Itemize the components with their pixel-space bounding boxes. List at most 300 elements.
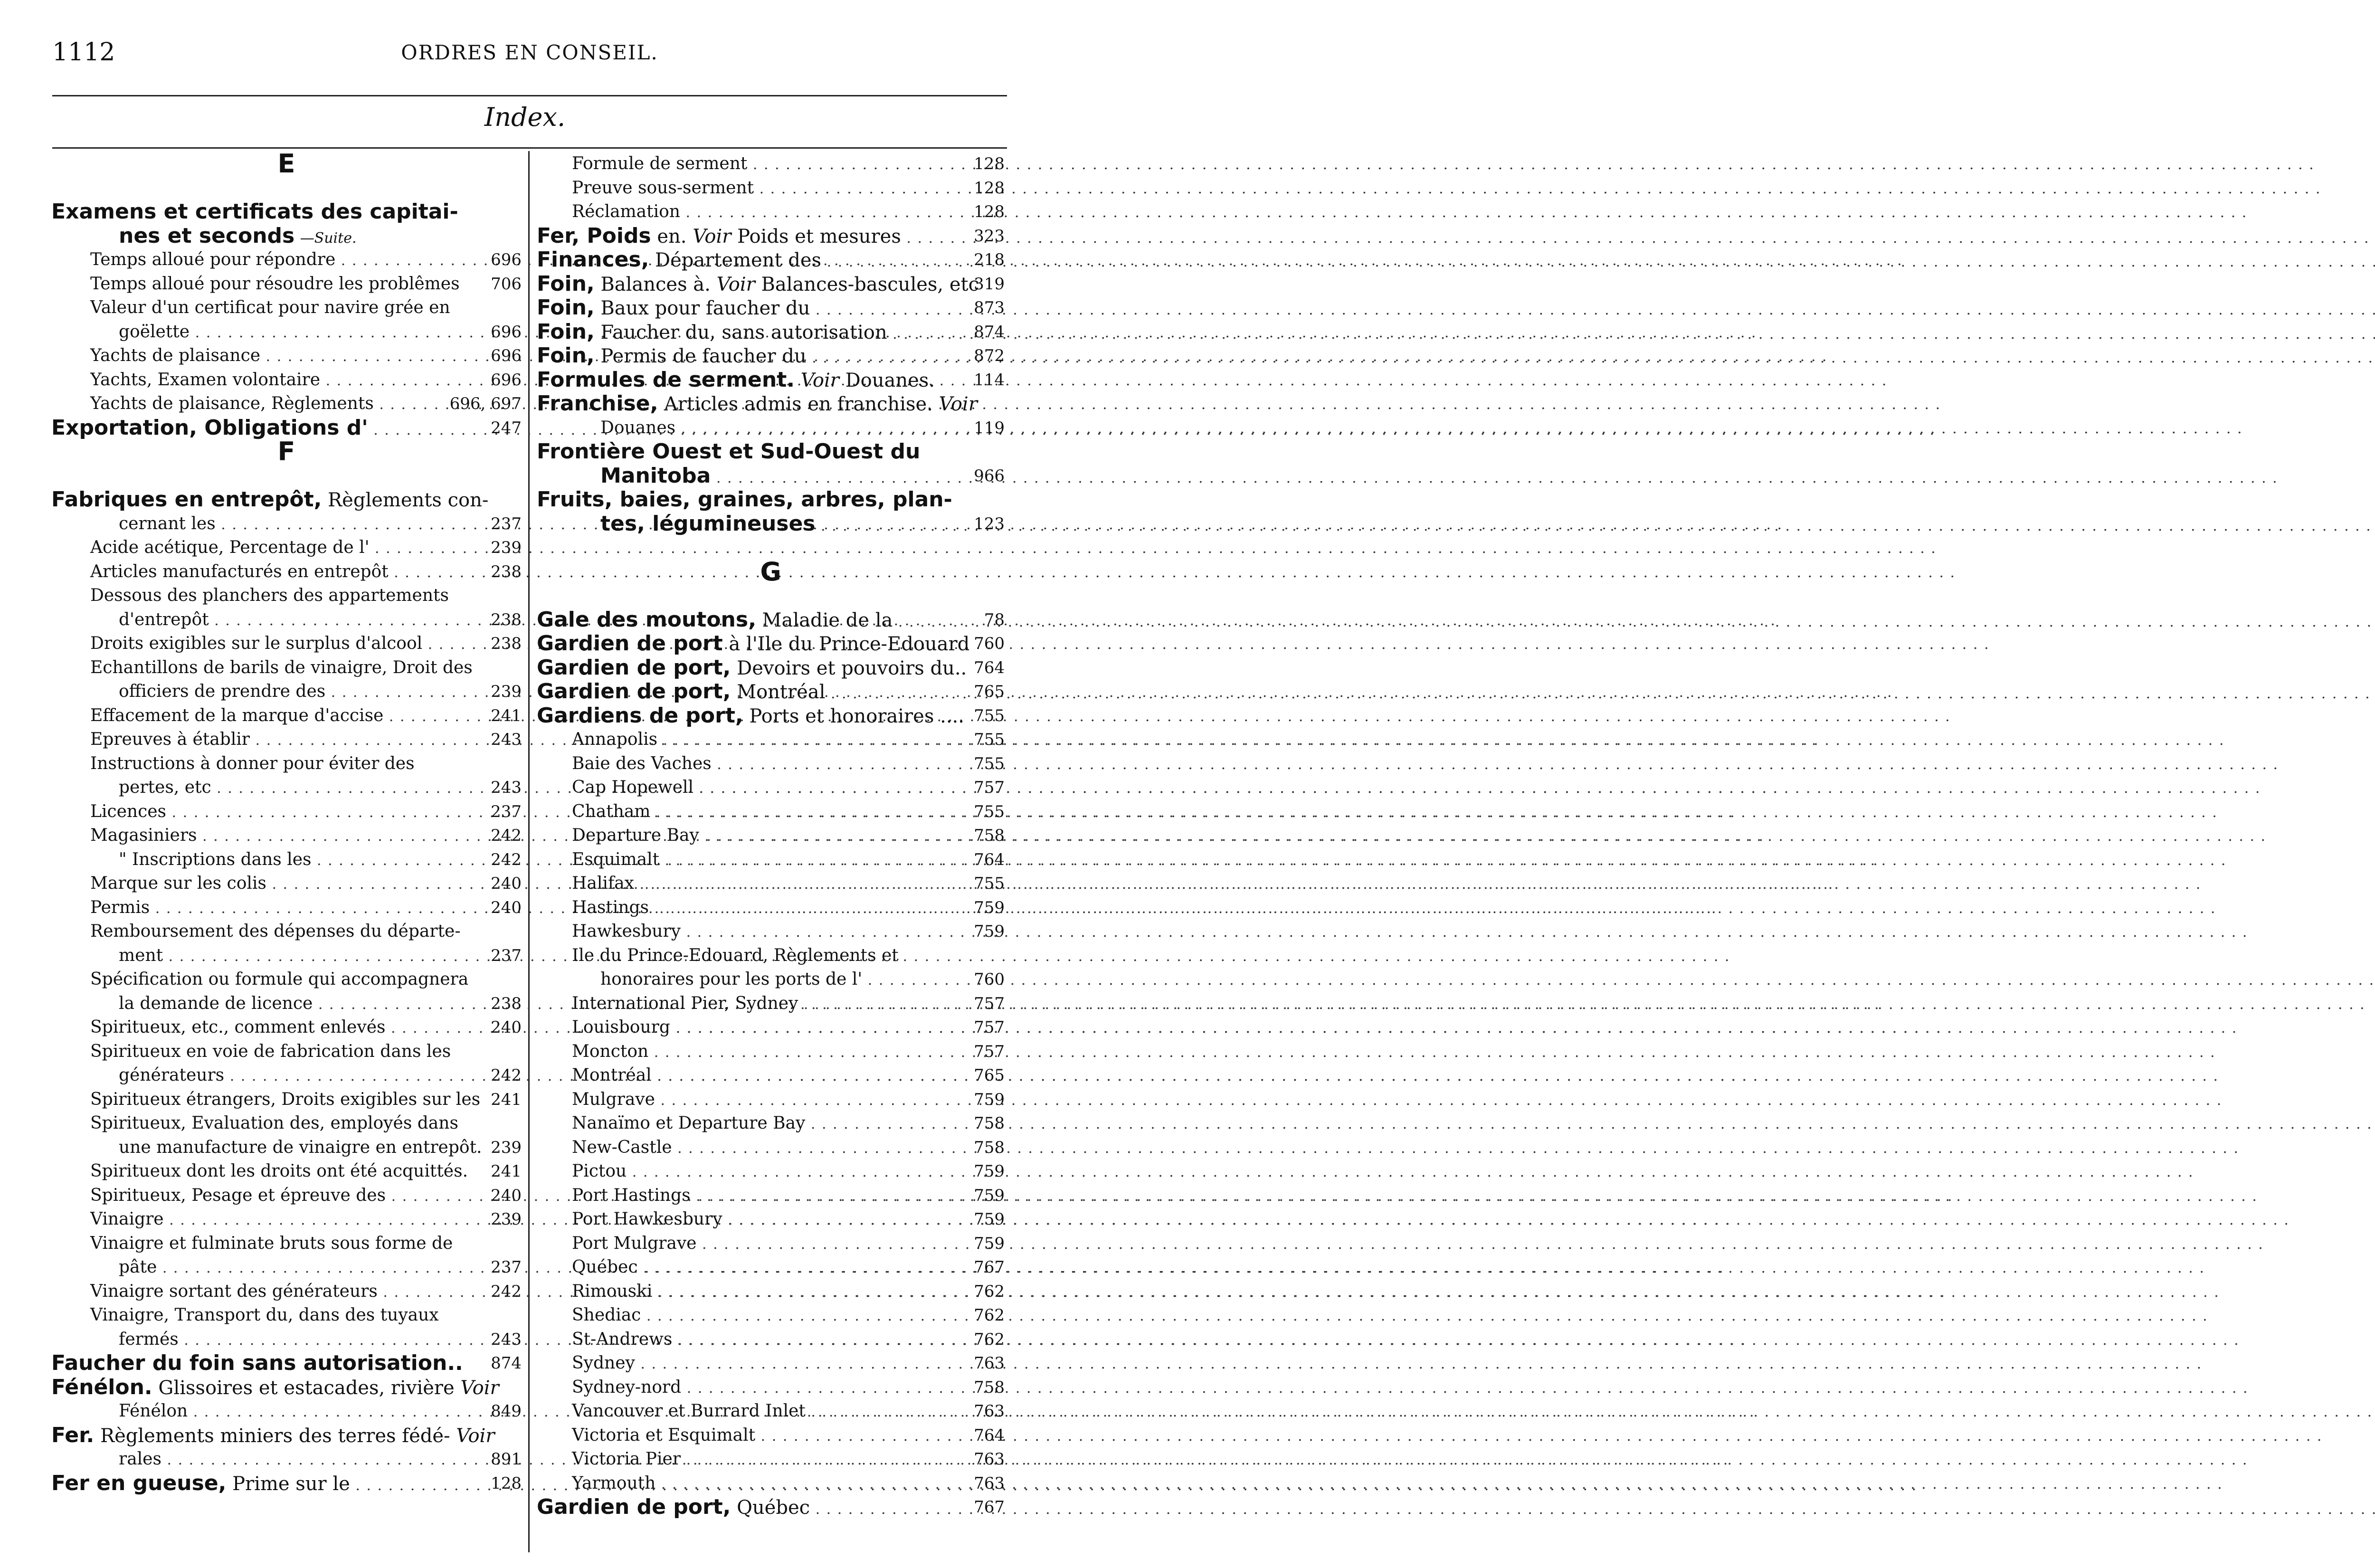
page-reference: 874: [974, 322, 1005, 342]
entry-description: Réclamation: [572, 202, 680, 221]
entry-heading: Foin,: [537, 295, 595, 320]
entry-text: [90, 1207, 460, 1233]
index-continuation: [537, 416, 1005, 440]
index-entry: [537, 488, 1005, 512]
entry-text: [572, 824, 943, 849]
page-reference: 763: [974, 1450, 1005, 1469]
entry-description: Cap Hopewell: [572, 778, 694, 797]
header-rule: [52, 95, 1007, 96]
entry-description: Louisbourg: [572, 1017, 670, 1037]
entry-description: Spiritueux, Pesage et épreuve des: [90, 1185, 386, 1205]
entry-text: [537, 680, 929, 706]
index-subentry: [537, 1424, 1005, 1448]
entry-heading: Finances,: [537, 247, 649, 272]
entry-text: [572, 1159, 943, 1185]
entry-text: [537, 271, 979, 299]
page-reference: 874: [491, 1354, 522, 1373]
index-subentry: [51, 1159, 522, 1184]
entry-description: Ile du Prince-Edouard, Règlements et: [572, 945, 899, 965]
index-subentry: [537, 992, 1005, 1016]
entry-text: [572, 1064, 943, 1089]
entry-description: Chatham: [572, 801, 651, 821]
entry-text: [572, 920, 943, 945]
index-continuation: [537, 968, 1005, 992]
page-reference: 238: [491, 610, 522, 629]
entry-text: [572, 848, 943, 873]
index-subentry: [537, 848, 1005, 872]
entry-description: Articles manufacturés en entrepôt: [90, 561, 389, 581]
entry-text: [119, 608, 460, 633]
entry-description: Temps alloué pour résoudre les problêmes: [90, 274, 460, 294]
page-reference: 763: [974, 1473, 1005, 1493]
entry-description: Baie des Vaches: [572, 753, 712, 773]
entry-description: Montréal: [572, 1065, 652, 1085]
entry-description: Droits exigibles sur le surplus d'alcool: [90, 634, 423, 653]
entry-heading: Fruits, baies, graines, arbres, plan-: [537, 487, 952, 512]
entry-text: [51, 200, 458, 227]
entry-description: Baux pour faucher du: [600, 297, 810, 319]
entry-heading: Faucher du foin sans autorisation..: [51, 1351, 463, 1375]
entry-description: Vinaigre et fulminate bruts sous forme de: [90, 1233, 453, 1253]
entry-text: [90, 248, 460, 273]
entry-text: [537, 367, 935, 395]
entry-text: [572, 1424, 943, 1449]
entry-text: [119, 848, 460, 873]
index-continuation: [537, 512, 1005, 536]
entry-description: New-Castle: [572, 1137, 672, 1157]
entry-description: en.: [657, 225, 687, 247]
index-subentry: [51, 632, 522, 656]
entry-description: Moncton: [572, 1041, 649, 1061]
page-reference: 240: [491, 898, 522, 917]
entry-text: [90, 872, 460, 897]
entry-text: [572, 776, 943, 801]
page-reference: 762: [974, 1282, 1005, 1301]
page-reference: 123: [974, 514, 1005, 533]
page-reference: 240: [491, 1186, 522, 1205]
cross-reference-label: Voir: [716, 273, 755, 295]
entry-description: Nanaïmo et Departure Bay: [572, 1113, 806, 1133]
page-reference: 758: [974, 1114, 1005, 1133]
page-reference: 891: [491, 1450, 522, 1469]
entry-description: Québec: [737, 1497, 810, 1519]
entry-description: Echantillons de barils de vinaigre, Droit des: [90, 657, 473, 677]
page-header: [52, 29, 1007, 71]
entry-description: Mulgrave: [572, 1089, 655, 1109]
entry-description: honoraires pour les ports de l': [600, 969, 863, 989]
entry-text: [572, 1376, 943, 1401]
page-reference: 759: [974, 922, 1005, 941]
entry-text: [51, 487, 489, 514]
entry-description: Magasiniers: [90, 826, 197, 845]
entry-text: [572, 1328, 943, 1353]
page-reference: 218: [974, 250, 1005, 269]
entry-description: Permis: [90, 897, 150, 917]
page-reference: 755: [974, 802, 1005, 821]
cross-reference-target: Douanes.: [845, 369, 935, 391]
page-reference: 696: [491, 346, 522, 365]
page-reference: 757: [974, 1042, 1005, 1061]
index-subentry: [51, 704, 522, 728]
index-entry: [51, 1351, 522, 1376]
entry-text: [119, 320, 460, 345]
entry-text: [537, 487, 952, 514]
entry-text: [572, 200, 943, 225]
entry-description: Vinaigre sortant des générateurs: [90, 1281, 378, 1301]
page-reference: 762: [974, 1306, 1005, 1325]
page-reference: 319: [974, 274, 1005, 294]
entry-text: [572, 896, 943, 921]
entry-text: [90, 344, 460, 369]
spacer: [51, 464, 522, 488]
index-entry: [537, 1495, 1005, 1520]
index-subentry: [51, 968, 522, 992]
index-subentry: [537, 176, 1005, 200]
letter-heading: F: [277, 437, 295, 466]
entry-description: Acide acétique, Percentage de l': [90, 538, 370, 557]
index-subentry: [537, 1136, 1005, 1160]
entry-text: [90, 272, 460, 297]
entry-text: [119, 776, 460, 801]
entry-description: Yachts, Examen volontaire: [90, 370, 321, 390]
page-reference: 238: [491, 634, 522, 653]
entry-description: Rimouski: [572, 1281, 653, 1301]
entry-text: [572, 728, 943, 753]
letter-heading: E: [277, 149, 295, 179]
index-entry: [51, 200, 522, 224]
entry-description: Hastings: [572, 897, 649, 917]
page-reference: 966: [974, 466, 1005, 485]
entry-text: [600, 968, 943, 993]
index-subentry: [537, 800, 1005, 824]
entry-text: [90, 752, 460, 777]
spacer: [537, 584, 1005, 608]
entry-text: [537, 440, 929, 466]
entry-text: [572, 1184, 943, 1209]
entry-text: [572, 1399, 943, 1425]
index-entry: [537, 440, 1005, 464]
index-subentry: [537, 920, 1005, 944]
entry-description: Sydney: [572, 1353, 635, 1373]
page-reference: 764: [974, 1425, 1005, 1445]
index-subentry: [537, 752, 1005, 776]
page-reference: 706: [491, 274, 522, 294]
entry-text: [572, 1112, 943, 1137]
index-subentry: [51, 392, 522, 416]
entry-text: [119, 1447, 460, 1473]
entry-heading: Formules de serment.: [537, 367, 795, 392]
entry-description: Yarmouth: [572, 1473, 656, 1493]
index-entry: [537, 608, 1005, 632]
index-entry: [51, 488, 522, 512]
cross-reference-label: Voir: [693, 225, 732, 247]
entry-description: Temps alloué pour répondre: [90, 250, 336, 269]
entry-text: [90, 1280, 460, 1305]
index-subentry: [51, 656, 522, 680]
page-reference: 696: [491, 250, 522, 269]
page-reference: 696: [491, 322, 522, 342]
page-reference: 757: [974, 994, 1005, 1013]
page-reference: 239: [491, 538, 522, 557]
index-continuation: [51, 1328, 522, 1352]
entry-text: [90, 368, 460, 393]
cross-reference-label: Voir: [456, 1425, 495, 1447]
entry-description: Québec: [572, 1257, 638, 1277]
entry-text: [90, 1184, 460, 1209]
index-entry: [537, 680, 1005, 704]
entry-description: pâte: [119, 1257, 157, 1277]
page-reference: 119: [974, 418, 1005, 437]
index-continuation: [51, 224, 522, 248]
index-subentry: [51, 800, 522, 824]
entry-description: Spiritueux étrangers, Droits exigibles sur les: [90, 1089, 481, 1109]
entry-text: [572, 1255, 943, 1281]
entry-text: [119, 1399, 460, 1425]
index-subentry: [51, 1112, 522, 1136]
entry-description: Devoirs et pouvoirs du..: [737, 657, 967, 679]
index-entry: [537, 248, 1005, 272]
entry-text: [572, 1232, 943, 1257]
index-subentry: [51, 536, 522, 560]
entry-text: [51, 1375, 499, 1402]
entry-heading: Examens et certificats des capitai-: [51, 200, 458, 224]
page-reference: 760: [974, 970, 1005, 989]
page-reference: 242: [491, 826, 522, 845]
entry-text: [572, 992, 943, 1017]
index-continuation: [51, 776, 522, 800]
entry-text: [90, 1232, 460, 1257]
spacer: [537, 536, 1005, 560]
page-reference: 239: [491, 1210, 522, 1229]
running-title: ORDRES EN CONSEIL.: [401, 41, 658, 64]
entry-heading: Gardien de port: [537, 631, 723, 656]
page-reference: 765: [974, 1066, 1005, 1085]
page-reference: 759: [974, 898, 1005, 917]
entry-text: [90, 392, 460, 417]
page-reference: 238: [491, 562, 522, 581]
entry-text: [119, 1136, 482, 1161]
entry-text: [572, 176, 943, 201]
entry-text: [572, 944, 943, 969]
entry-text: [90, 584, 460, 609]
page-reference: 239: [491, 1138, 522, 1157]
entry-text: [90, 536, 460, 561]
entry-text: [537, 608, 929, 635]
entry-description: Spiritueux, Evaluation des, employés dans: [90, 1113, 458, 1133]
entry-description: Permis de faucher du: [600, 345, 807, 367]
entry-text: [90, 728, 460, 753]
entry-text: [572, 1136, 943, 1161]
entry-text: [90, 296, 460, 321]
page-reference: 759: [974, 1162, 1005, 1181]
page-reference: 849: [491, 1402, 522, 1421]
index-continuation: [51, 944, 522, 968]
page-reference: 764: [974, 850, 1005, 869]
entry-heading: Gardien de port,: [537, 655, 731, 680]
page-reference: 873: [974, 298, 1005, 317]
entry-description: Port Hastings: [572, 1185, 691, 1205]
entry-text: [537, 703, 964, 731]
entry-description: à l'Ile du Prince-Edouard: [729, 633, 970, 655]
entry-text: [90, 1303, 460, 1329]
entry-heading: Fer.: [51, 1423, 95, 1447]
entry-description: Balances à.: [600, 273, 711, 295]
page-reference: 759: [974, 1210, 1005, 1229]
index-entry: [537, 632, 1005, 656]
entry-description: Annapolis: [572, 730, 658, 749]
index-subentry: [51, 272, 522, 296]
page-reference: 242: [491, 850, 522, 869]
entry-text: [600, 416, 943, 441]
entry-description: Règlements con-: [328, 489, 489, 511]
entry-description: Effacement de la marque d'accise: [90, 705, 384, 725]
entry-text: [537, 655, 967, 683]
entry-text: [90, 1088, 481, 1113]
entry-text: [572, 1447, 943, 1473]
index-subentry: [51, 1280, 522, 1304]
entry-description: Valeur d'un certificat pour navire grée en: [90, 298, 450, 317]
entry-text: [90, 800, 460, 825]
index-subentry: [537, 1255, 1005, 1280]
index-subentry: [537, 1064, 1005, 1088]
entry-text: [537, 248, 929, 275]
entry-text: [600, 464, 943, 491]
index-subentry: [537, 896, 1005, 920]
entry-text: [119, 512, 460, 537]
index-subentry: [537, 1159, 1005, 1184]
index-subentry: [51, 1016, 522, 1040]
entry-description: Pictou: [572, 1161, 627, 1181]
entry-heading: tes, légumineuses: [600, 511, 816, 536]
page-reference: 323: [974, 226, 1005, 246]
index-subentry: [537, 1328, 1005, 1352]
index-continuation: [51, 320, 522, 344]
entry-description: Département des: [655, 249, 822, 271]
page-reference: 872: [974, 346, 1005, 365]
entry-description: Sydney-nord: [572, 1377, 682, 1397]
index-subentry: [537, 1399, 1005, 1424]
entry-text: [119, 680, 460, 705]
index-subentry: [537, 1207, 1005, 1232]
entry-heading: Frontière Ouest et Sud-Ouest du: [537, 439, 921, 464]
entry-description: Douanes: [600, 418, 676, 437]
cross-reference-target: Poids et mesures: [737, 225, 901, 247]
index-entry: [51, 1424, 522, 1448]
entry-text: [51, 1351, 463, 1378]
entry-text: [119, 992, 460, 1017]
spacer: [51, 176, 522, 200]
index-subentry: [537, 1040, 1005, 1064]
page-reference: 128: [974, 178, 1005, 198]
index-subentry: [51, 296, 522, 320]
entry-text: [90, 896, 460, 921]
entry-description: Departure Bay: [572, 826, 699, 845]
index-subentry: [51, 1207, 522, 1232]
page-reference: 78: [984, 610, 1005, 629]
entry-heading: Gardien de port,: [537, 1495, 731, 1519]
cross-reference-label: Voir: [939, 393, 978, 415]
entry-description: pertes, etc: [119, 778, 211, 797]
entry-description: d'entrepôt: [119, 609, 209, 629]
index-subentry: [537, 1280, 1005, 1304]
page-reference: 237: [491, 514, 522, 533]
entry-description: fermés: [119, 1329, 179, 1349]
index-entry: [537, 224, 1005, 248]
entry-description: Shediac: [572, 1305, 641, 1325]
entry-text: [572, 872, 943, 897]
page-reference: 758: [974, 826, 1005, 845]
index-subentry: [537, 1088, 1005, 1112]
entry-heading: Foin,: [537, 271, 595, 296]
page-reference: 758: [974, 1138, 1005, 1157]
index-entry: [537, 656, 1005, 680]
index-continuation: [51, 848, 522, 872]
entry-heading: Franchise,: [537, 391, 658, 416]
index-subentry: [51, 824, 522, 848]
page-reference: 696, 697: [449, 394, 522, 413]
index-subentry: [51, 344, 522, 368]
page-reference: 128: [974, 154, 1005, 173]
page-reference: 237: [491, 946, 522, 965]
entry-description: Spécification ou formule qui accompagnera: [90, 969, 469, 989]
index-entry: [537, 272, 1005, 296]
cross-reference-label: Voir: [460, 1377, 499, 1399]
entry-description: Faucher du, sans autorisation: [600, 321, 887, 343]
entry-description: Yachts de plaisance, Règlements: [90, 394, 374, 413]
page-reference: 759: [974, 1234, 1005, 1253]
entry-description: Preuve sous-serment: [572, 178, 754, 198]
entry-description: officiers de prendre des: [119, 682, 326, 701]
entry-description: goëlette: [119, 322, 190, 342]
entry-text: [90, 560, 460, 585]
entry-text: [572, 800, 943, 825]
entry-description: Règlements miniers des terres fédé-: [100, 1425, 450, 1447]
entry-heading: Exportation, Obligations d': [51, 415, 368, 440]
entry-heading: Fer, Poids: [537, 223, 651, 248]
entry-description: Yachts de plaisance: [90, 346, 261, 365]
entry-text: [572, 1207, 943, 1233]
index-continuation: [51, 1447, 522, 1472]
page-reference: 241: [491, 1162, 522, 1181]
page-reference: 114: [974, 370, 1005, 390]
page-reference: 247: [491, 418, 522, 437]
index-subentry: [537, 728, 1005, 752]
entry-description: Victoria Pier: [572, 1449, 681, 1469]
index-subentry: [537, 1376, 1005, 1400]
entry-description: Esquimalt: [572, 849, 660, 869]
index-subentry: [51, 872, 522, 896]
entry-description: Hawkesbury: [572, 922, 681, 941]
entry-text: [572, 1040, 943, 1065]
index-subentry: [51, 728, 522, 752]
entry-description: ment: [119, 945, 163, 965]
entry-text: [572, 1303, 943, 1329]
index-continuation: [537, 464, 1005, 488]
entry-text: [537, 320, 929, 347]
index-subentry: [51, 920, 522, 944]
entry-description: Fénélon: [119, 1401, 188, 1421]
page-reference: 759: [974, 1090, 1005, 1109]
entry-description: " Inscriptions dans les: [119, 849, 312, 869]
entry-description: Glissoires et estacades, rivière: [158, 1377, 455, 1399]
index-subentry: [537, 944, 1005, 968]
cross-reference-label: Voir: [800, 369, 839, 391]
entry-text: [90, 1112, 460, 1137]
entry-text: [537, 224, 929, 251]
index-subentry: [537, 1447, 1005, 1472]
page-reference: 696: [491, 370, 522, 390]
entry-description: Maladie de la: [762, 609, 893, 631]
